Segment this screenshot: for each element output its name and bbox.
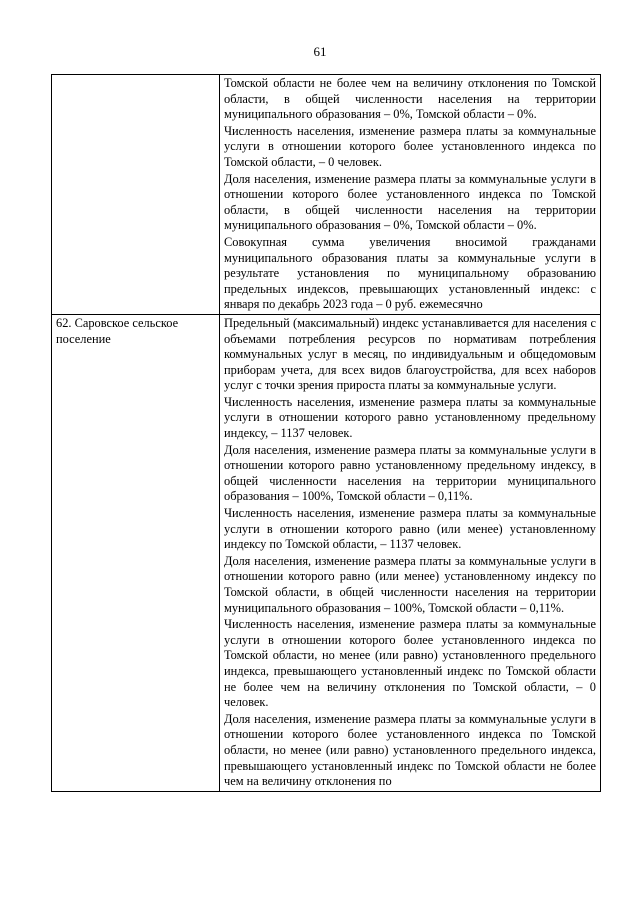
municipality-cell [52, 75, 220, 315]
description-cell [220, 75, 601, 315]
table-row [52, 314, 601, 791]
paragraph: Численность населения, изменение размера платы за коммунальные услуги в отношении которого более установленного индекса по Томской области, но менее (или равно) установленного предельного индекса, превышающего установленный индекс по Томской области не более чем на величину отклонения по Томской области, – 0 человек. [224, 617, 596, 710]
paragraph: Доля населения, изменение размера платы за коммунальные услуги в отношении которого равно (или менее) установленному индексу по Томской области, в общей численности населения на территории муниципального образования – 100%, Томской области – 0,11%. [224, 553, 596, 615]
paragraph: Доля населения, изменение размера платы за коммунальные услуги в отношении которого равно установленному предельному индексу, в общей численности населения на территории муниципального образования – 100%, Томской области – 0,11%. [224, 442, 596, 504]
paragraph: Численность населения, изменение размера платы за коммунальные услуги в отношении которого более установленного индекса по Томской области, – 0 человек. [224, 123, 596, 169]
paragraph: Численность населения, изменение размера платы за коммунальные услуги в отношении которого равно (или менее) установленному индексу по Томской области, – 1137 человек. [224, 506, 596, 552]
paragraph: Численность населения, изменение размера платы за коммунальные услуги в отношении которого равно установленному предельному индексу, – 1137 человек. [224, 394, 596, 441]
municipality-cell: 62. Саровское сельское поселение [52, 314, 220, 791]
page-number: 61 [313, 44, 327, 59]
paragraph: Доля населения, изменение размера платы за коммунальные услуги в отношении которого более установленного индекса по Томской области, но менее (или равно) установленного предельного индекса, превышающего установленный индекс по Томской области не более чем на величину отклонения по [224, 711, 596, 789]
municipal-index-table [51, 74, 601, 792]
description-cell [220, 314, 601, 791]
paragraph: Томской области не более чем на величину отклонения по Томской области, в общей численности населения на территории муниципального образования – 0%, Томской области – 0%. [224, 76, 596, 122]
paragraph: Совокупная сумма увеличения вносимой гражданами муниципального образования платы за коммунальные услуги в результате установления по муниципальному образованию предельных индексов, превышающих установленный индекс: с января по декабрь 2023 года – 0 руб. ежемесячно [224, 234, 596, 312]
paragraph: Предельный (максимальный) индекс устанавливается для населения с объемами потребления ресурсов по нормативам потребления коммунальных услуг в месяц, по индивидуальным и общедомовым приборам учета, для всех видов благоустройства, для всех наборов услуг с точки зрения прироста платы за коммунальные услуги. [224, 315, 596, 393]
paragraph: Доля населения, изменение размера платы за коммунальные услуги в отношении которого более установленного индекса по Томской области, в общей численности населения на территории муниципального образования – 0%, Томской области – 0%. [224, 171, 596, 233]
table-row [52, 75, 601, 315]
